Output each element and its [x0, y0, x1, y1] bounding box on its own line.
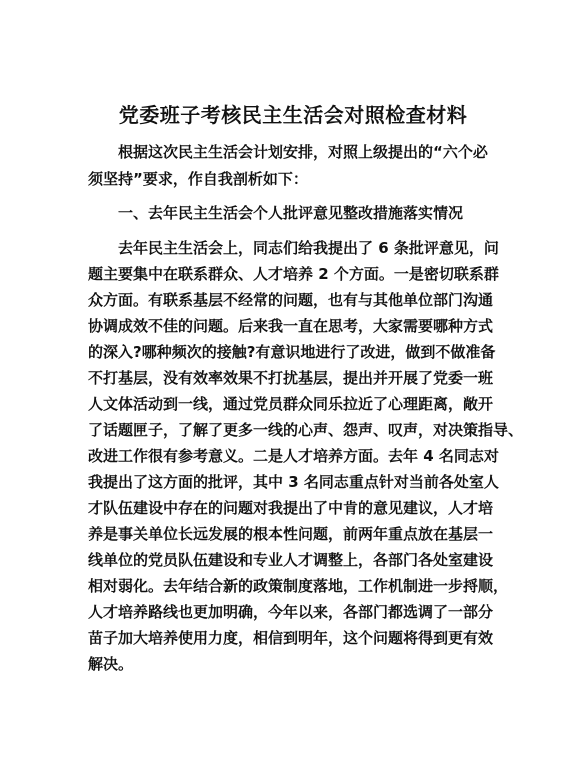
- paragraph-line: 人文体活动到一线，通过党员群众同乐拉近了心理距离，敞开: [88, 395, 494, 413]
- paragraph-line: 改进工作很有参考意义。二是人才培养方面。去年 4 名同志对: [88, 447, 499, 465]
- paragraph-line: 相对弱化。去年结合新的政策制度落地，工作机制进一步捋顺，: [88, 577, 509, 595]
- paragraph-line: 养是事关单位长远发展的根本性问题，前两年重点放在基层一: [88, 525, 494, 543]
- document-title: 党委班子考核民主生活会对照检查材料: [118, 103, 468, 127]
- paragraph-line: 线单位的党员队伍建设和专业人才调整上，各部门各处室建设: [88, 551, 494, 569]
- section-heading: 一、去年民主生活会个人批评意见整改措施落实情况: [118, 204, 464, 222]
- intro-line: 根据这次民主生活会计划安排，对照上级提出的“六个必: [118, 143, 488, 161]
- paragraph-line: 人才培养路线也更加明确，今年以来，各部门都选调了一部分: [88, 603, 494, 621]
- paragraph-line: 题主要集中在联系群众、人才培养 2 个方面。一是密切联系群: [88, 265, 499, 283]
- intro-line: 须坚持”要求，作自我剖析如下：: [88, 170, 308, 188]
- paragraph-line: 解决。: [88, 655, 134, 673]
- paragraph-line: 了话题匣子，了解了更多一线的心声、怨声、叹声，对决策指导、: [88, 421, 524, 439]
- paragraph-line: 才队伍建设中存在的问题对我提出了中肯的意见建议，人才培: [88, 499, 494, 517]
- paragraph-line: 我提出了这方面的批评，其中 3 名同志重点针对当前各处室人: [88, 473, 499, 491]
- paragraph-line: 不打基层，没有效率效果不打扰基层，提出并开展了党委一班: [88, 369, 494, 387]
- paragraph-line: 去年民主生活会上，同志们给我提出了 6 条批评意见，问: [118, 239, 499, 257]
- paragraph-line: 众方面。有联系基层不经常的问题，也有与其他单位部门沟通: [88, 291, 494, 309]
- paragraph-line: 的深入?哪种频次的接触?有意识地进行了改进，做到不做准备: [88, 343, 496, 361]
- paragraph-line: 协调成效不佳的问题。后来我一直在思考，大家需要哪种方式: [88, 317, 494, 335]
- paragraph-line: 苗子加大培养使用力度，相信到明年，这个问题将得到更有效: [88, 629, 494, 647]
